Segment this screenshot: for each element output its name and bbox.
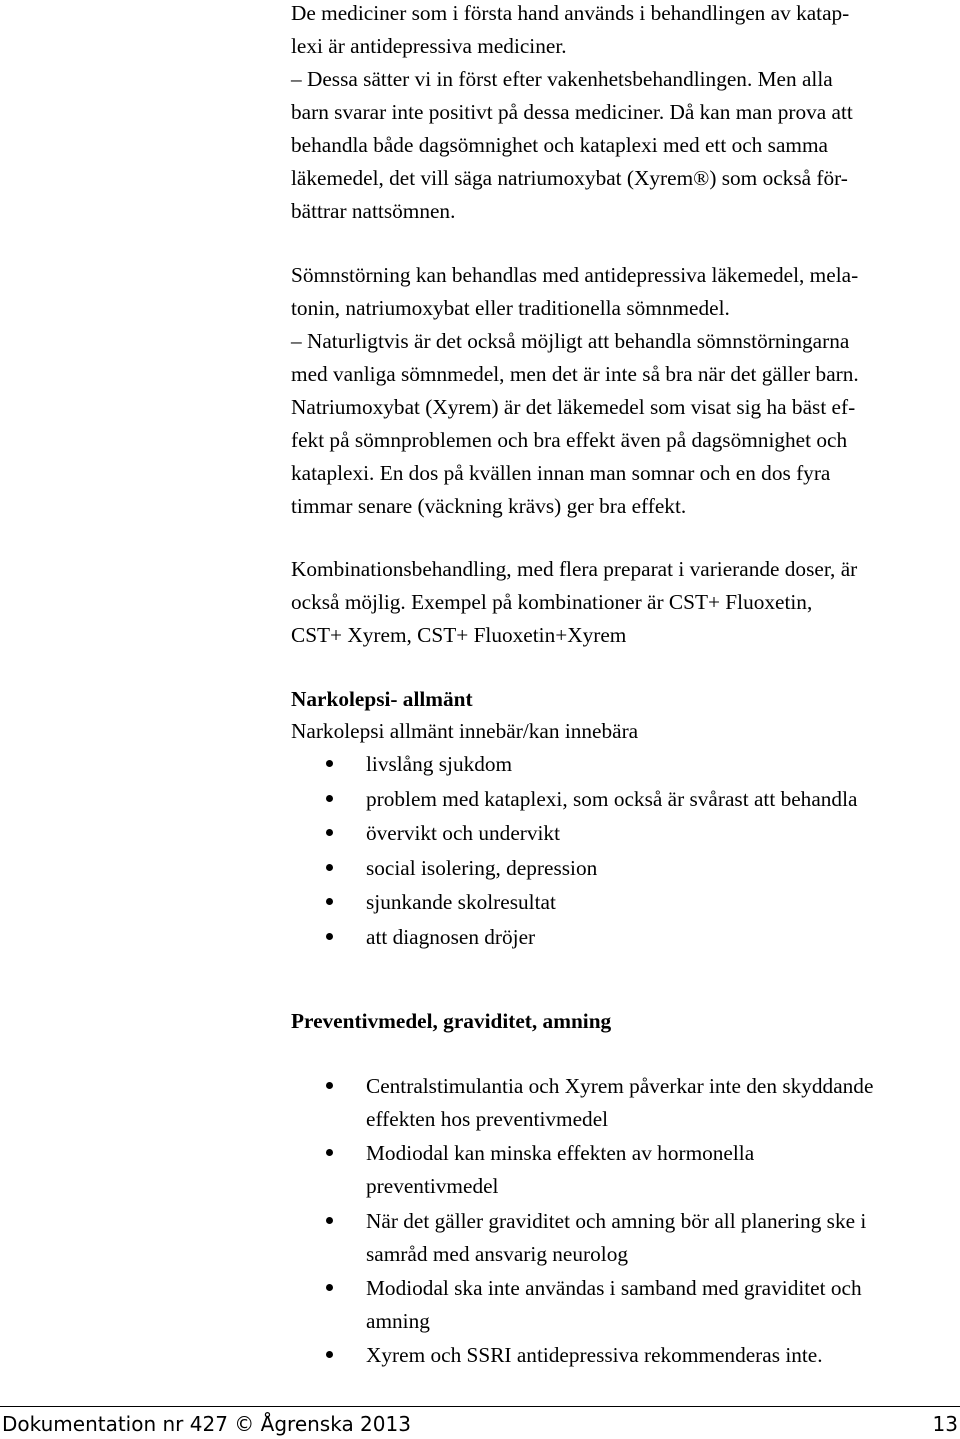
text-line: med vanliga sömnmedel, men det är inte så bra när det gäller barn. [291, 362, 859, 386]
bullet-icon [326, 898, 333, 905]
list-item-text: amning [366, 1309, 430, 1333]
text-line: bättrar nattsömnen. [291, 199, 456, 223]
bullet-icon [326, 1149, 333, 1156]
text-line: tonin, natriumoxybat eller traditionella sömnmedel. [291, 296, 730, 320]
bullet-icon [326, 1217, 333, 1224]
bullet-icon [326, 864, 333, 871]
list-item-text: samråd med ansvarig neurolog [366, 1242, 628, 1266]
list-item-text: Centralstimulantia och Xyrem påverkar inte den skyddande [366, 1074, 874, 1098]
text-line: Natriumoxybat (Xyrem) är det läkemedel som visat sig ha bäst ef- [291, 395, 856, 419]
bullet-icon [326, 1284, 333, 1291]
bullet-icon [326, 829, 333, 836]
list-item-text: problem med kataplexi, som också är svårast att behandla [366, 787, 858, 811]
section-heading: Narkolepsi- allmänt [291, 687, 473, 711]
list-item-text: Modiodal ska inte användas i samband med graviditet och [366, 1276, 862, 1300]
text-line: läkemedel, det vill säga natriumoxybat (Xyrem®) som också för- [291, 166, 848, 190]
list-item-text: social isolering, depression [366, 856, 598, 880]
text-line: också möjlig. Exempel på kombinationer är CST+ Fluoxetin, [291, 590, 813, 614]
text-line: – Naturligtvis är det också möjligt att behandla sömnstörningarna [291, 329, 850, 353]
bullet-icon [326, 1351, 333, 1358]
text-line: – Dessa sätter vi in först efter vakenhetsbehandlingen. Men alla [291, 67, 833, 91]
text-line: kataplexi. En dos på kvällen innan man somnar och en dos fyra [291, 461, 831, 485]
list-item-text: Xyrem och SSRI antidepressiva rekommenderas inte. [366, 1343, 823, 1367]
list-item-text: När det gäller graviditet och amning bör all planering ske i [366, 1209, 867, 1233]
list-item-text: livslång sjukdom [366, 752, 513, 776]
footer-document-info: Dokumentation nr 427 © Ågrenska 2013 [2, 1412, 411, 1436]
bullet-icon [326, 795, 333, 802]
text-line: fekt på sömnproblemen och bra effekt även på dagsömnighet och [291, 428, 848, 452]
text-line: CST+ Xyrem, CST+ Fluoxetin+Xyrem [291, 623, 627, 647]
text-line: behandla både dagsömnighet och kataplexi med ett och samma [291, 133, 828, 157]
text-line: Kombinationsbehandling, med flera preparat i varierande doser, är [291, 557, 858, 581]
footer-page-number: 13 [932, 1412, 958, 1436]
list-item-text: att diagnosen dröjer [366, 925, 536, 949]
list-item-text: Modiodal kan minska effekten av hormonella [366, 1141, 755, 1165]
list-item-text: övervikt och undervikt [366, 821, 560, 845]
list-item-text: effekten hos preventivmedel [366, 1107, 609, 1131]
text-line: barn svarar inte positivt på dessa mediciner. Då kan man prova att [291, 100, 853, 124]
section-heading: Preventivmedel, graviditet, amning [291, 1009, 612, 1033]
text-line: De mediciner som i första hand används i behandlingen av katap- [291, 1, 850, 25]
bullet-icon [326, 933, 333, 940]
page-footer [0, 1406, 960, 1439]
bullet-icon [326, 760, 333, 767]
section-intro: Narkolepsi allmänt innebär/kan innebära [291, 719, 639, 743]
bullet-icon [326, 1082, 333, 1089]
text-line: timmar senare (väckning krävs) ger bra effekt. [291, 494, 687, 518]
list-item-text: sjunkande skolresultat [366, 890, 556, 914]
text-line: Sömnstörning kan behandlas med antidepressiva läkemedel, mela- [291, 263, 859, 287]
list-item-text: preventivmedel [366, 1174, 499, 1198]
text-line: lexi är antidepressiva mediciner. [291, 34, 567, 58]
